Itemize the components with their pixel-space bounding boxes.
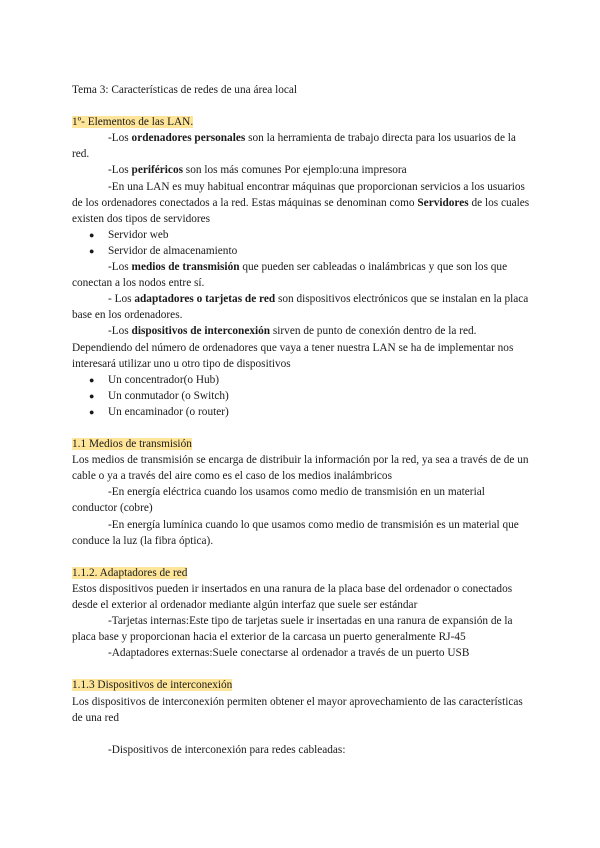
paragraph-adaptadores-externas: -Adaptadores externas:Suele conectarse al ordenador a través de un puerto USB	[108, 647, 470, 660]
text: sirven de punto de conexión dentro de la red. Dependiendo del número de ordenadores que vaya a tener nuestra LAN se ha de implementar nos interesará utilizar uno u otro tipo de dispositivos	[72, 325, 514, 370]
document-page	[72, 82, 530, 758]
paragraph-tarjetas-internas: -Tarjetas internas:Este tipo de tarjetas suele ir insertadas en una ranura de expansión de la placa base y proporcionan hacia el exterior de la carcasa un puerto generalmente RJ-45	[72, 615, 513, 644]
bold-term: dispositivos de interconexión	[131, 325, 271, 338]
list-item	[72, 388, 530, 404]
text: -Los	[108, 325, 132, 338]
heading-highlight: 1.1.3 Dispositivos de interconexión	[72, 679, 233, 692]
paragraph-servidores	[72, 179, 530, 227]
text: son los más comunes Por ejemplo:una impresora	[182, 164, 407, 177]
heading-highlight: 1.1 Medios de transmisión	[72, 438, 192, 451]
list-item	[72, 404, 530, 420]
heading-highlight: 1º- Elementos de las LAN.	[72, 116, 194, 129]
paragraph-dispositivos	[72, 323, 530, 371]
bold-term: periféricos	[131, 164, 183, 177]
paragraph-energia-luminica: -En energía lumínica cuando lo que usamos como medio de transmisión es un material que conduce la luz (la fibra óptica).	[72, 518, 519, 547]
servers-list	[72, 227, 530, 259]
spacer	[72, 726, 530, 742]
devices-list	[72, 372, 530, 420]
list-item-text: Servidor de almacenamiento	[108, 244, 238, 257]
paragraph-interconexion-intro: Los dispositivos de interconexión permiten obtener el mayor aprovechamiento de las características de una red	[72, 695, 523, 724]
list-item-text: Un concentrador(o Hub)	[108, 373, 220, 386]
section-heading-interconexion	[72, 677, 530, 693]
spacer	[72, 661, 530, 677]
text: -Los	[108, 132, 132, 145]
text: -Los	[108, 164, 132, 177]
text: son dispositivos electrónicos que se instalan en la placa base en los ordenadores.	[72, 293, 529, 322]
spacer	[72, 420, 530, 436]
paragraph-medios-intro: Los medios de transmisión se encarga de distribuir la información por la red, ya sea a través de de un cable o ya a través del aire como es el caso de los medios inalámbricos	[72, 454, 529, 483]
bullet-icon: ●	[89, 229, 95, 240]
paragraph-perifericos	[72, 162, 530, 178]
section-heading-medios	[72, 436, 530, 452]
list-item	[72, 243, 530, 259]
bold-term: medios de transmisión	[131, 261, 240, 274]
list-item-text: Servidor web	[108, 228, 169, 241]
list-item	[72, 372, 530, 388]
document-title: Tema 3: Características de redes de una área local	[72, 84, 298, 96]
text: que pueden ser cableadas o inalámbricas y que son los que conectan a los nodos entre sí.	[72, 261, 508, 290]
paragraph-redes-cableadas: -Dispositivos de interconexión para redes cableadas:	[108, 743, 346, 756]
text: de los cuales existen dos tipos de servidores	[72, 196, 530, 225]
bold-term: adaptadores o tarjetas de red	[134, 293, 276, 306]
text: -Los	[108, 261, 132, 274]
paragraph-energia-electrica: -En energía eléctrica cuando los usamos como medio de transmisión en un material conductor (cobre)	[72, 486, 485, 515]
paragraph-medios	[72, 259, 530, 291]
bullet-icon: ●	[89, 374, 95, 385]
bullet-icon: ●	[89, 406, 95, 417]
paragraph-adaptadores	[72, 291, 530, 323]
bold-term: Servidores	[417, 196, 469, 209]
list-item	[72, 227, 530, 243]
paragraph-adaptadores-intro: Estos dispositivos pueden ir insertados en una ranura de la placa base del ordenador o conectados desde el exterior al ordenador mediante algún interfaz que suele ser estándar	[72, 582, 513, 611]
bold-term: ordenadores personales	[131, 132, 246, 145]
text: son la herramienta de trabajo directa para los usuarios de la red.	[72, 132, 516, 161]
heading-highlight: 1.1.2. Adaptadores de red	[72, 566, 188, 579]
section-heading-elementos	[72, 114, 530, 130]
spacer	[72, 549, 530, 565]
text: - Los	[108, 293, 135, 306]
bullet-icon: ●	[89, 390, 95, 401]
section-heading-adaptadores	[72, 565, 530, 581]
paragraph-ordenadores	[72, 130, 530, 162]
text: -En una LAN es muy habitual encontrar máquinas que proporcionan servicios a los usuarios de los ordenadores conectados a la red. Estas máquinas se denominan como	[72, 180, 525, 209]
list-item-text: Un encaminador (o router)	[108, 405, 229, 418]
list-item-text: Un conmutador (o Switch)	[108, 389, 229, 402]
bullet-icon: ●	[89, 245, 95, 256]
